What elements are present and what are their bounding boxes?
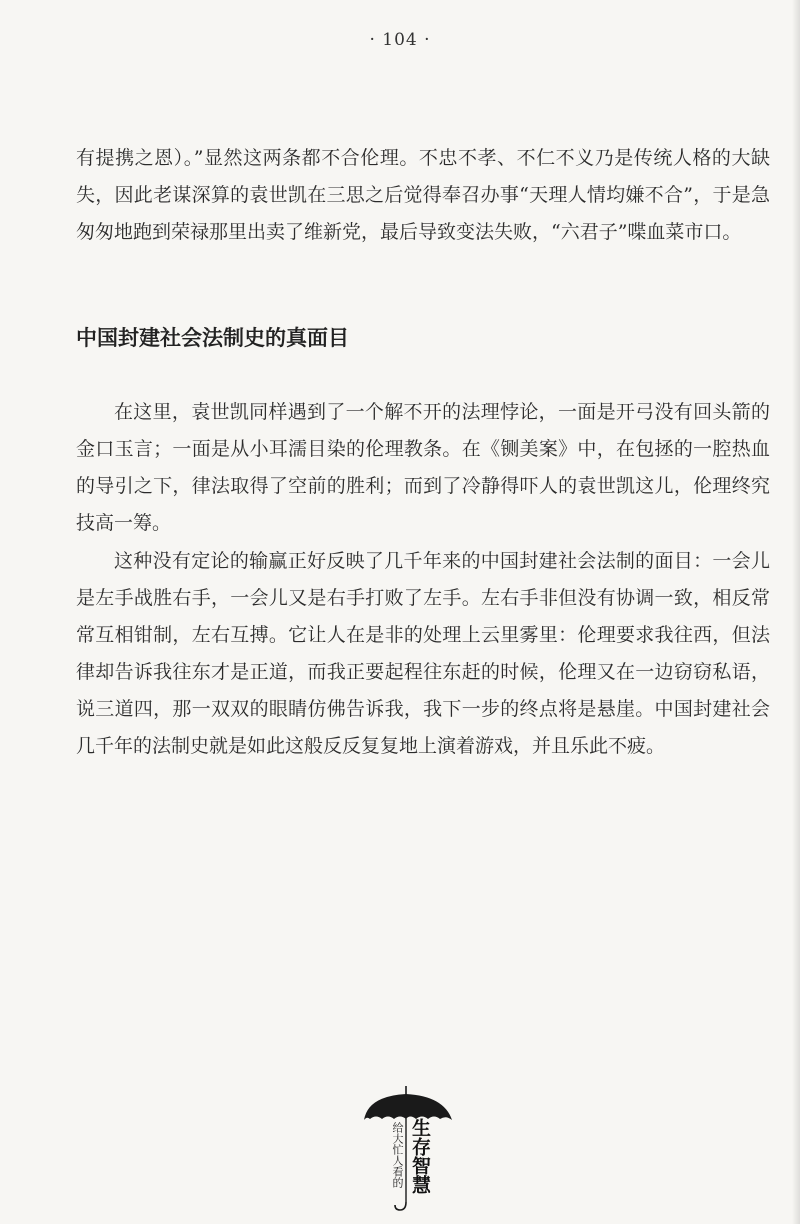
page-number: · 104 · — [369, 30, 431, 50]
logo-title: 生存智慧 — [409, 1118, 431, 1194]
series-logo — [360, 1084, 470, 1216]
page-edge-shadow — [792, 0, 800, 1224]
paragraph: 这种没有定论的输赢正好反映了几千年来的中国封建社会法制的面目：一会儿是左手战胜右手，一会儿又是右手打败了左手。左右手非但没有协调一致，相反常常互相钳制，左右互搏。它让人在是非的处理上云里雾里：伦理要求我往西，但法律却告诉我往东才是正道，而我正要起程往东赶的时候，伦理又在一边窃窃私语，说三道四，那一双双的眼睛仿佛告诉我，我下一步的终点将是悬崖。中国封建社会几千年的法制史就是如此这般反反复复地上演着游戏，并且乐此不疲。 — [76, 550, 770, 757]
section-heading: 中国封建社会法制史的真面目 — [76, 326, 349, 350]
paragraph: 在这里，袁世凯同样遇到了一个解不开的法理悖论，一面是开弓没有回头箭的金口玉言；一面是从小耳濡目染的伦理教条。在《铡美案》中，在包拯的一腔热血的导引之下，律法取得了空前的胜利；而到了冷静得吓人的袁世凯这儿，伦理终究技高一筹。 — [76, 401, 770, 534]
logo-subtitle: 给大忙人看的 — [391, 1122, 404, 1188]
paragraph-continued: 有提携之恩）。”显然这两条都不合伦理。不忠不孝、不仁不义乃是传统人格的大缺失，因此老谋深算的袁世凯在三思之后觉得奉召办事“天理人情均嫌不合”，于是急匆匆地跑到荣禄那里出卖了维新党，最后导致变法失败，“六君子”喋血菜市口。 — [76, 147, 770, 243]
